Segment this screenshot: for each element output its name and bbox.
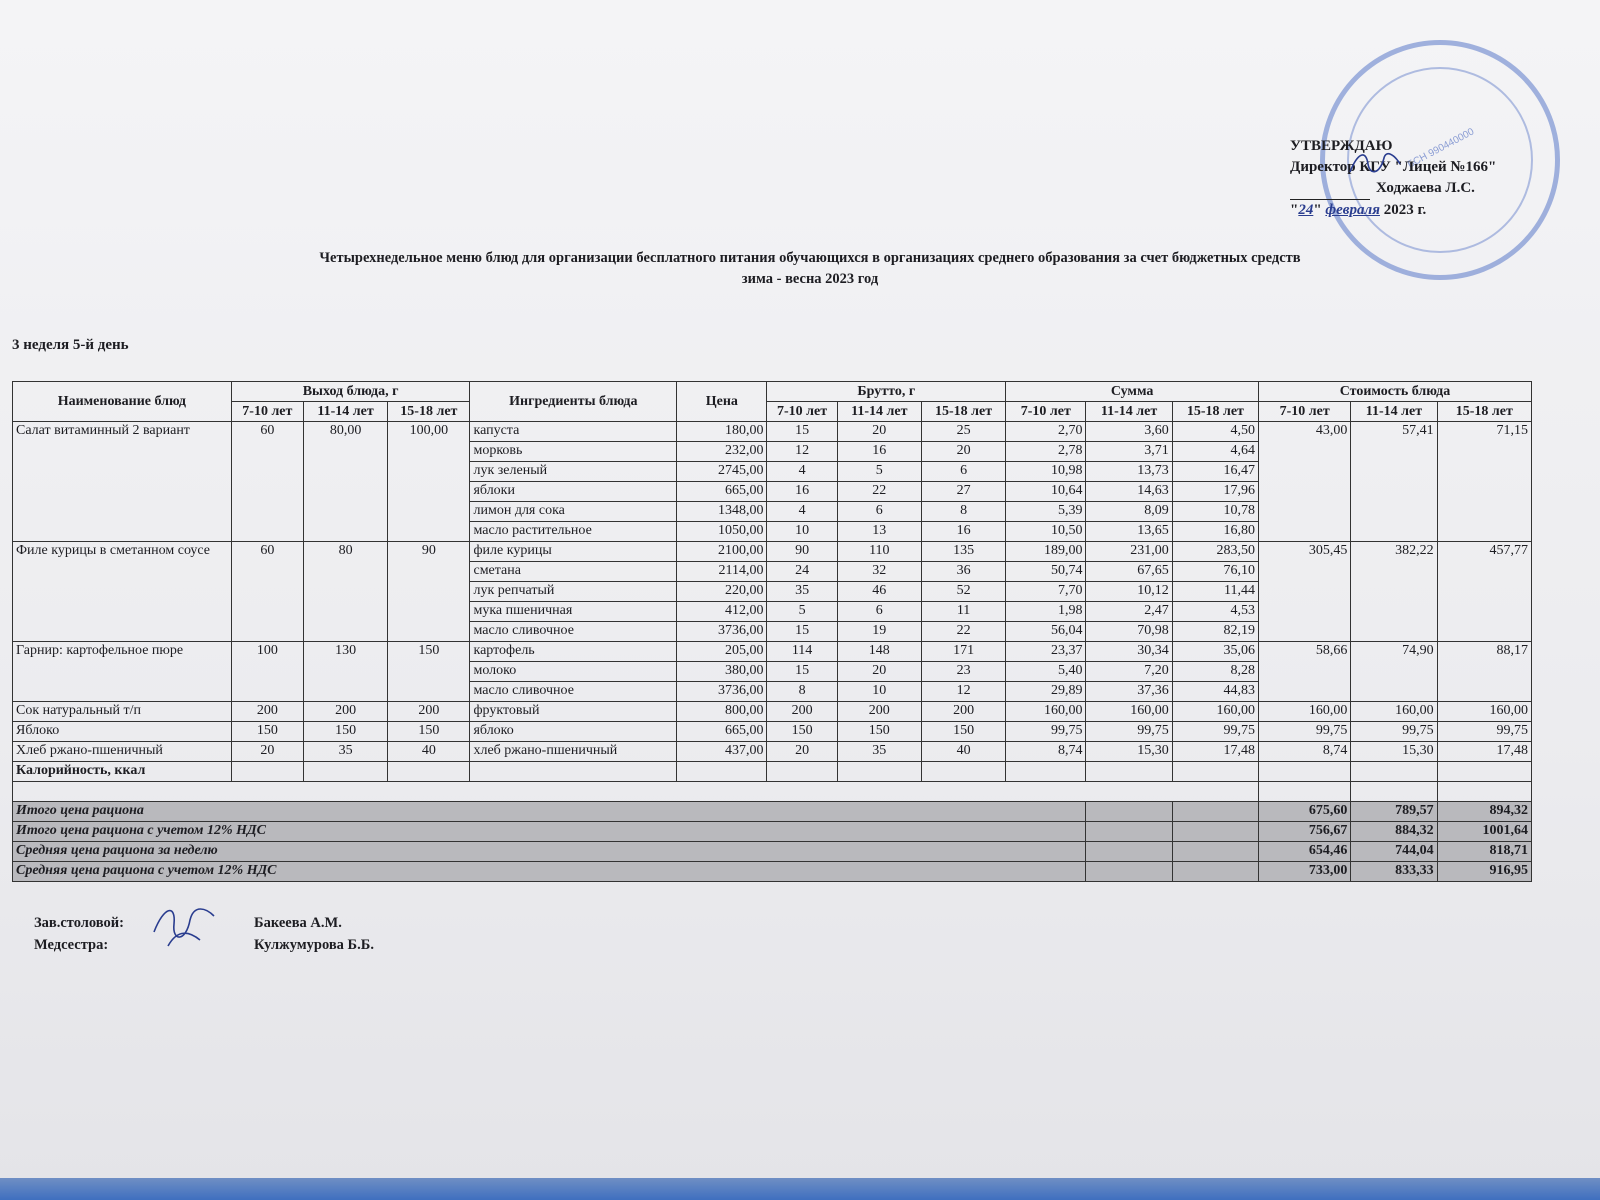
sum-cell: 10,64	[1006, 482, 1086, 502]
gross-cell: 13	[837, 522, 921, 542]
dish-cost-cell: 382,22	[1351, 542, 1437, 642]
gross-cell: 150	[921, 722, 1005, 742]
empty-cell	[1172, 802, 1258, 822]
dish-cost-cell: 160,00	[1259, 702, 1351, 722]
sum-cell: 7,70	[1006, 582, 1086, 602]
output-cell: 100,00	[388, 422, 470, 542]
total-value: 675,60	[1259, 802, 1351, 822]
gross-cell: 6	[837, 602, 921, 622]
gross-cell: 10	[837, 682, 921, 702]
dish-name-cell: Сок натуральный т/п	[13, 702, 232, 722]
gross-cell: 200	[921, 702, 1005, 722]
gross-cell: 52	[921, 582, 1005, 602]
header-age: 11-14 лет	[1086, 402, 1172, 422]
header-row-1	[13, 382, 1532, 402]
header-age: 15-18 лет	[921, 402, 1005, 422]
output-cell: 60	[231, 422, 303, 542]
price-cell: 2114,00	[677, 562, 767, 582]
totals-body	[13, 802, 1532, 882]
header-age: 7-10 лет	[767, 402, 837, 422]
empty-cell	[1086, 842, 1172, 862]
ingredient-cell: морковь	[470, 442, 677, 462]
output-cell: 200	[303, 702, 387, 722]
approval-signature-line	[1290, 178, 1590, 200]
gross-cell: 150	[837, 722, 921, 742]
sum-cell: 4,53	[1172, 602, 1258, 622]
gross-cell: 20	[921, 442, 1005, 462]
gross-cell: 4	[767, 462, 837, 482]
gross-cell: 110	[837, 542, 921, 562]
price-cell: 205,00	[677, 642, 767, 662]
dish-name-cell: Филе курицы в сметанном соусе	[13, 542, 232, 642]
gross-cell: 8	[921, 502, 1005, 522]
ingredient-cell: лимон для сока	[470, 502, 677, 522]
header-age: 15-18 лет	[388, 402, 470, 422]
gross-cell: 35	[837, 742, 921, 762]
sum-cell: 14,63	[1086, 482, 1172, 502]
gross-cell: 16	[837, 442, 921, 462]
stamp-text: БСН 990440000	[1405, 126, 1477, 171]
approval-date-month: февраля	[1325, 202, 1380, 218]
ingredient-cell: сметана	[470, 562, 677, 582]
gross-cell: 12	[921, 682, 1005, 702]
sum-cell: 160,00	[1172, 702, 1258, 722]
output-cell: 60	[231, 542, 303, 642]
gross-cell: 6	[837, 502, 921, 522]
dish-name-cell: Хлеб ржано-пшеничный	[13, 742, 232, 762]
sum-cell: 13,73	[1086, 462, 1172, 482]
gross-cell: 135	[921, 542, 1005, 562]
gross-cell: 40	[921, 742, 1005, 762]
ingredient-cell: молоко	[470, 662, 677, 682]
sum-cell: 99,75	[1006, 722, 1086, 742]
output-cell: 20	[231, 742, 303, 762]
gross-cell: 8	[767, 682, 837, 702]
ingredient-cell: лук репчатый	[470, 582, 677, 602]
empty-cell	[1351, 782, 1437, 802]
sum-cell: 99,75	[1172, 722, 1258, 742]
date-quote-open: "	[1290, 202, 1299, 218]
table-row	[13, 422, 1532, 442]
sum-cell: 67,65	[1086, 562, 1172, 582]
total-row	[13, 842, 1532, 862]
header-row-2	[13, 402, 1532, 422]
gross-cell: 114	[767, 642, 837, 662]
gross-cell: 15	[767, 422, 837, 442]
nurse-name: Кулжумурова Б.Б.	[254, 937, 374, 953]
gross-cell: 5	[837, 462, 921, 482]
dish-cost-cell: 160,00	[1351, 702, 1437, 722]
empty-cell	[1086, 822, 1172, 842]
dish-name-cell: Салат витаминный 2 вариант	[13, 422, 232, 542]
sum-cell: 17,96	[1172, 482, 1258, 502]
sum-cell: 56,04	[1006, 622, 1086, 642]
sum-cell: 76,10	[1172, 562, 1258, 582]
output-cell: 130	[303, 642, 387, 702]
gross-cell: 200	[837, 702, 921, 722]
gross-cell: 23	[921, 662, 1005, 682]
calories-row	[13, 762, 1532, 782]
price-cell: 380,00	[677, 662, 767, 682]
table-row	[13, 742, 1532, 762]
dish-cost-cell: 99,75	[1351, 722, 1437, 742]
signatures-block	[34, 912, 374, 956]
sum-cell: 23,37	[1006, 642, 1086, 662]
output-cell: 150	[388, 642, 470, 702]
sum-cell: 160,00	[1086, 702, 1172, 722]
ingredient-cell: масло сливочное	[470, 682, 677, 702]
total-value: 916,95	[1437, 862, 1531, 882]
dish-cost-cell: 17,48	[1437, 742, 1531, 762]
sum-cell: 44,83	[1172, 682, 1258, 702]
empty-cell	[13, 782, 1259, 802]
output-cell: 40	[388, 742, 470, 762]
dish-cost-cell: 15,30	[1351, 742, 1437, 762]
output-cell: 80,00	[303, 422, 387, 542]
total-value: 654,46	[1259, 842, 1351, 862]
total-label: Средняя цена рациона за неделю	[13, 842, 1086, 862]
gross-cell: 36	[921, 562, 1005, 582]
output-cell: 100	[231, 642, 303, 702]
price-cell: 665,00	[677, 482, 767, 502]
empty-cell	[1086, 862, 1172, 882]
empty-cell	[1351, 762, 1437, 782]
sum-cell: 4,64	[1172, 442, 1258, 462]
dish-cost-cell: 99,75	[1437, 722, 1531, 742]
approval-director-name: Ходжаева Л.С.	[1376, 180, 1475, 196]
dish-cost-cell: 58,66	[1259, 642, 1351, 702]
empty-cell	[767, 762, 837, 782]
output-cell: 150	[231, 722, 303, 742]
gross-cell: 200	[767, 702, 837, 722]
ingredient-cell: капуста	[470, 422, 677, 442]
output-cell: 90	[388, 542, 470, 642]
sum-cell: 8,74	[1006, 742, 1086, 762]
director-signature	[1346, 146, 1406, 182]
header-age: 11-14 лет	[1351, 402, 1437, 422]
header-age: 7-10 лет	[231, 402, 303, 422]
gross-cell: 16	[767, 482, 837, 502]
nurse-role: Медсестра:	[34, 937, 109, 953]
sum-cell: 15,30	[1086, 742, 1172, 762]
week-label: 3 неделя 5-й день	[12, 337, 129, 353]
sum-cell: 1,98	[1006, 602, 1086, 622]
header-gross: Брутто, г	[767, 382, 1006, 402]
empty-cell	[231, 762, 303, 782]
total-value: 789,57	[1351, 802, 1437, 822]
empty-cell	[921, 762, 1005, 782]
document-title	[100, 248, 1520, 290]
ingredient-cell: филе курицы	[470, 542, 677, 562]
sum-cell: 82,19	[1172, 622, 1258, 642]
ingredient-cell: фруктовый	[470, 702, 677, 722]
spacer-row	[13, 782, 1532, 802]
header-cost: Стоимость блюда	[1259, 382, 1532, 402]
sum-cell: 99,75	[1086, 722, 1172, 742]
empty-cell	[1006, 762, 1086, 782]
sum-cell: 5,39	[1006, 502, 1086, 522]
output-cell: 150	[388, 722, 470, 742]
price-cell: 232,00	[677, 442, 767, 462]
sum-cell: 160,00	[1006, 702, 1086, 722]
gross-cell: 20	[837, 422, 921, 442]
header-ingredients: Ингредиенты блюда	[470, 382, 677, 422]
output-cell: 200	[388, 702, 470, 722]
price-cell: 2100,00	[677, 542, 767, 562]
dish-cost-cell: 99,75	[1259, 722, 1351, 742]
header-age: 7-10 лет	[1259, 402, 1351, 422]
dish-cost-cell: 305,45	[1259, 542, 1351, 642]
total-value: 894,32	[1437, 802, 1531, 822]
ingredient-cell: мука пшеничная	[470, 602, 677, 622]
menu-table	[12, 381, 1532, 882]
sum-cell: 231,00	[1086, 542, 1172, 562]
bottom-edge-strip	[0, 1178, 1600, 1200]
header-age: 11-14 лет	[303, 402, 387, 422]
gross-cell: 16	[921, 522, 1005, 542]
output-cell: 80	[303, 542, 387, 642]
total-label: Итого цена рациона	[13, 802, 1086, 822]
price-cell: 1348,00	[677, 502, 767, 522]
approval-director: Директор КГУ "Лицей №166"	[1290, 159, 1497, 175]
header-age: 15-18 лет	[1172, 402, 1258, 422]
header-output: Выход блюда, г	[231, 382, 470, 402]
total-value: 884,32	[1351, 822, 1437, 842]
sum-cell: 13,65	[1086, 522, 1172, 542]
dish-cost-cell: 457,77	[1437, 542, 1531, 642]
gross-cell: 150	[767, 722, 837, 742]
sum-cell: 70,98	[1086, 622, 1172, 642]
sum-cell: 35,06	[1172, 642, 1258, 662]
price-cell: 180,00	[677, 422, 767, 442]
price-cell: 800,00	[677, 702, 767, 722]
sum-cell: 17,48	[1172, 742, 1258, 762]
sum-cell: 37,36	[1086, 682, 1172, 702]
gross-cell: 32	[837, 562, 921, 582]
price-cell: 3736,00	[677, 622, 767, 642]
sum-cell: 7,20	[1086, 662, 1172, 682]
sum-cell: 30,34	[1086, 642, 1172, 662]
header-age: 7-10 лет	[1006, 402, 1086, 422]
calories-label: Калорийность, ккал	[13, 762, 232, 782]
sum-cell: 50,74	[1006, 562, 1086, 582]
date-quote-close: "	[1313, 202, 1322, 218]
price-cell: 1050,00	[677, 522, 767, 542]
gross-cell: 4	[767, 502, 837, 522]
ingredient-cell: яблоки	[470, 482, 677, 502]
header-price: Цена	[677, 382, 767, 422]
header-sum: Сумма	[1006, 382, 1259, 402]
nurse-signature-line	[34, 934, 374, 956]
menu-body	[13, 422, 1532, 802]
empty-cell	[1437, 762, 1531, 782]
dish-cost-cell: 43,00	[1259, 422, 1351, 542]
title-line-2: зима - весна 2023 год	[741, 271, 879, 287]
sum-cell: 189,00	[1006, 542, 1086, 562]
dish-cost-cell: 8,74	[1259, 742, 1351, 762]
total-row	[13, 862, 1532, 882]
gross-cell: 24	[767, 562, 837, 582]
ingredient-cell: хлеб ржано-пшеничный	[470, 742, 677, 762]
gross-cell: 148	[837, 642, 921, 662]
total-value: 744,04	[1351, 842, 1437, 862]
sum-cell: 2,70	[1006, 422, 1086, 442]
empty-cell	[837, 762, 921, 782]
total-value: 756,67	[1259, 822, 1351, 842]
gross-cell: 10	[767, 522, 837, 542]
sum-cell: 16,47	[1172, 462, 1258, 482]
total-row	[13, 822, 1532, 842]
gross-cell: 15	[767, 662, 837, 682]
total-value: 733,00	[1259, 862, 1351, 882]
output-cell: 150	[303, 722, 387, 742]
empty-cell	[1172, 862, 1258, 882]
gross-cell: 20	[767, 742, 837, 762]
header-age: 15-18 лет	[1437, 402, 1531, 422]
output-cell: 35	[303, 742, 387, 762]
gross-cell: 27	[921, 482, 1005, 502]
sum-cell: 10,78	[1172, 502, 1258, 522]
ingredient-cell: масло сливочное	[470, 622, 677, 642]
canteen-signature-line	[34, 912, 374, 934]
gross-cell: 19	[837, 622, 921, 642]
header-dish: Наименование блюд	[13, 382, 232, 422]
gross-cell: 11	[921, 602, 1005, 622]
header-age: 11-14 лет	[837, 402, 921, 422]
sum-cell: 4,50	[1172, 422, 1258, 442]
empty-cell	[1172, 762, 1258, 782]
total-value: 818,71	[1437, 842, 1531, 862]
sum-cell: 8,28	[1172, 662, 1258, 682]
gross-cell: 20	[837, 662, 921, 682]
empty-cell	[1086, 762, 1172, 782]
sum-cell: 3,71	[1086, 442, 1172, 462]
gross-cell: 6	[921, 462, 1005, 482]
price-cell: 3736,00	[677, 682, 767, 702]
dish-name-cell: Яблоко	[13, 722, 232, 742]
ingredient-cell: яблоко	[470, 722, 677, 742]
dish-cost-cell: 160,00	[1437, 702, 1531, 722]
empty-cell	[1437, 782, 1531, 802]
gross-cell: 22	[837, 482, 921, 502]
dish-cost-cell: 71,15	[1437, 422, 1531, 542]
empty-cell	[1172, 822, 1258, 842]
canteen-role: Зав.столовой:	[34, 915, 124, 931]
ingredient-cell: картофель	[470, 642, 677, 662]
canteen-name: Бакеева А.М.	[254, 915, 342, 931]
empty-cell	[1086, 802, 1172, 822]
approval-heading: УТВЕРЖДАЮ	[1290, 138, 1393, 154]
empty-cell	[303, 762, 387, 782]
empty-cell	[470, 762, 677, 782]
empty-cell	[1259, 782, 1351, 802]
price-cell: 437,00	[677, 742, 767, 762]
dish-cost-cell: 57,41	[1351, 422, 1437, 542]
table-row	[13, 642, 1532, 662]
total-label: Итого цена рациона с учетом 12% НДС	[13, 822, 1086, 842]
sum-cell: 283,50	[1172, 542, 1258, 562]
sum-cell: 10,12	[1086, 582, 1172, 602]
dish-cost-cell: 74,90	[1351, 642, 1437, 702]
total-label: Средняя цена рациона с учетом 12% НДС	[13, 862, 1086, 882]
total-value: 1001,64	[1437, 822, 1531, 842]
price-cell: 220,00	[677, 582, 767, 602]
gross-cell: 22	[921, 622, 1005, 642]
sum-cell: 2,78	[1006, 442, 1086, 462]
price-cell: 665,00	[677, 722, 767, 742]
empty-cell	[1172, 842, 1258, 862]
sum-cell: 3,60	[1086, 422, 1172, 442]
gross-cell: 35	[767, 582, 837, 602]
gross-cell: 12	[767, 442, 837, 462]
approval-date-day: 24	[1298, 202, 1314, 218]
table-row	[13, 702, 1532, 722]
gross-cell: 90	[767, 542, 837, 562]
dish-cost-cell: 88,17	[1437, 642, 1531, 702]
sum-cell: 8,09	[1086, 502, 1172, 522]
table-row	[13, 542, 1532, 562]
gross-cell: 46	[837, 582, 921, 602]
sum-cell: 5,40	[1006, 662, 1086, 682]
approval-date-year: 2023 г.	[1383, 202, 1427, 218]
gross-cell: 171	[921, 642, 1005, 662]
sum-cell: 11,44	[1172, 582, 1258, 602]
sum-cell: 10,50	[1006, 522, 1086, 542]
approval-block	[1290, 136, 1590, 221]
output-cell: 200	[231, 702, 303, 722]
total-row	[13, 802, 1532, 822]
table-row	[13, 722, 1532, 742]
total-value: 833,33	[1351, 862, 1437, 882]
ingredient-cell: лук зеленый	[470, 462, 677, 482]
sum-cell: 2,47	[1086, 602, 1172, 622]
empty-cell	[388, 762, 470, 782]
gross-cell: 15	[767, 622, 837, 642]
empty-cell	[677, 762, 767, 782]
sum-cell: 29,89	[1006, 682, 1086, 702]
sum-cell: 16,80	[1172, 522, 1258, 542]
gross-cell: 5	[767, 602, 837, 622]
title-line-1: Четырехнедельное меню блюд для организации бесплатного питания обучающихся в организациях среднего образования за счет бюджетных средств	[319, 250, 1301, 266]
empty-cell	[1259, 762, 1351, 782]
ingredient-cell: масло растительное	[470, 522, 677, 542]
gross-cell: 25	[921, 422, 1005, 442]
price-cell: 2745,00	[677, 462, 767, 482]
sum-cell: 10,98	[1006, 462, 1086, 482]
approval-date	[1290, 200, 1590, 221]
price-cell: 412,00	[677, 602, 767, 622]
dish-name-cell: Гарнир: картофельное пюре	[13, 642, 232, 702]
